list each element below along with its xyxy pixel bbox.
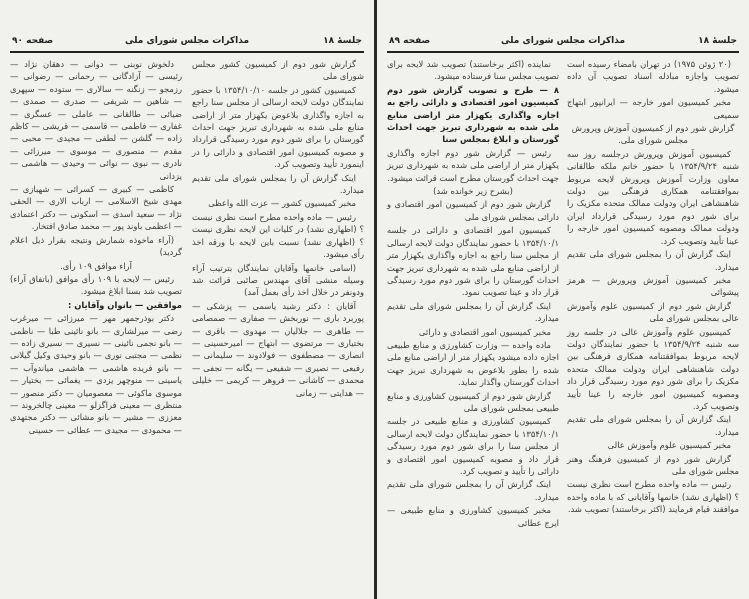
header-rule <box>387 51 739 53</box>
paragraph: گزارش شور دوم از کمیسیون امور اقتصادی و دارائی بمجلس شورای ملی <box>387 199 559 222</box>
page-number: صفحه ۹۰ <box>12 36 54 46</box>
session-label: جلسهٔ ۱۸ <box>698 36 737 46</box>
paragraph: آراء موافق ۱۰۹ رأی. <box>60 260 132 271</box>
right-text-column <box>192 58 364 400</box>
right-page <box>377 0 749 599</box>
paragraph: مخبر کمیسیون آموزش وپرورش — هرمز پیشوائی <box>567 274 739 298</box>
paragraph: مخبر کمیسیون امور خارجه — ایرانپور ابتهاج سمیعی <box>567 97 739 120</box>
paragraph: اینک گزارش آن را بمجلس شورای ملی تقدیم میدارد. <box>567 249 739 272</box>
paragraph: اینک گزارش آن را بمجلس شورای ملی تقدیم میدارد. <box>387 300 559 324</box>
paragraph: نماینده (اکثر برخاستند) تصویب شد لایحه برای تصویب مجلس سنا فرستاده میشود. <box>387 59 559 82</box>
session-label: جلسهٔ ۱۸ <box>323 36 362 46</box>
paragraph: کمیسیون امور اقتصادی و دارائی در جلسه ۱۳۵۴/۱۰/۱ با حضور نمایندگان دولت لایحه ارسالی از مجلس سنا راجع به اجازه واگذاری یکهزار متر از اراضی منابع ملی شده به شهرداری تبریز جهت احداث گورستان را برای شور دوم مورد رسیدگی قرار داد و عینا تصویب نمود. <box>387 225 559 298</box>
paragraph: مخبر کمیسیون علوم وآموزش عالی <box>607 440 731 451</box>
paragraph: کمیسیون آموزش وپرورش درجلسه روز سه شنبه ۱۳۵۴/۹/۲۴ با حضور خانم ملکه طالقانی معاون وزارت آموزش وپرورش لایحه مربوط بموافقتنامه همکاری فرهنگی بین دولت شاهنشاهی ایران ودولت ممالک متحده مکزیک را برای شور دوم مورد رسیدگی قرارداد ایران ودولت ممالک ومصوبه کمیسیون امور خارجه را عینا تأیید وتصویب کرد. <box>567 148 739 246</box>
proceedings-title: مذاکرات مجلس شورای ملی <box>500 36 626 46</box>
header-rule <box>10 51 364 53</box>
page-header <box>389 36 737 50</box>
book-binding-divider <box>374 0 377 599</box>
proceedings-title: مذاکرات مجلس شورای ملی <box>124 36 250 46</box>
left-text-column <box>387 58 559 530</box>
paragraph: رئیس — ماده واحده مطرح است نظری نیست ؟ (اظهاری نشد) خانمها وآقایانی که با ماده واحده موافقند قیام فرمایند (اکثر برخاستند) تصویب شد. <box>567 479 739 515</box>
paragraph: اینک گزارش آن را بمجلس شورای ملی تقدیم میدارد. <box>192 172 364 196</box>
paragraph: گزارش شور دوم از کمیسیون کشور مجلس شورای ملی <box>192 59 364 82</box>
paragraph: رئیس — ماده واحده مطرح است نظری نیست ؟ (اظهاری نشد) در کلیات این لایحه نظری نیست ؟ (اظهاری نشد) نسبت باین لایحه با ورقه اخذ رأی میشود. <box>192 211 364 260</box>
left-text-column <box>10 58 182 437</box>
paragraph: ماده واحده — وزارت کشاورزی و منابع طبیعی اجازه داده میشود یکهزار متر از اراضی منابع ملی شده را بطور بلاعوض به شهرداری تبریز جهت احداث گورستان واگذار نماید. <box>387 339 559 388</box>
paragraph: کمیسیون کشور در جلسه ۱۳۵۴/۱۰/۱۰ با حضور نمایندگان دولت لایحه ارسالی از مجلس سنا راجع به اجازه واگذاری بلاعوض یکهزار متر از اراضی منابع ملی شده به شهرداری تبریز جهت احداث گورستان را برای شور دوم مورد رسیدگی قرارداد و مصوبه کمیسیون امور اقتصادی و دارائی را در اینمورد تأیید وتصویب کرد. <box>192 84 364 170</box>
paragraph: (اسامی خانمها وآقایان نمایندگان بترتیب آراء وسیله منشی آقای مهندس صائبی قرائت شد ودونفر در خلال اخذ رأی بعمل آمد) <box>192 262 364 298</box>
left-page <box>0 0 374 599</box>
right-text-column <box>567 58 739 517</box>
page-number: صفحه ۸۹ <box>389 36 431 46</box>
paragraph: مخبر کمیسیون کشور — عزت الله واعظی <box>208 198 356 209</box>
paragraph: مخبر کمیسیون امور اقتصادی و دارائی <box>418 326 551 337</box>
paragraph: اینک گزارش آن را بمجلس شورای ملی تقدیم میدارد. <box>387 479 559 502</box>
paragraph: دلخوش نوبنی — دوانی — دهقان نژاد — رئیسی — آزادگانی — رحمانی — رضوانی — رزمجو — زنگنه — سالاری — ستوده — سپهری — شاهین — شریفی — صدری — صمدی — ضیائی — طالقانی — عاملی — عسگری — غفاری — فاطمی — قاسمی — قریشی — کاظم زاده — گلشن — لطفی — مجیدی — محبی — مقدم — منصوری — موسوی — میرزائی — نادری — نبوی — نوائی — وحیدی — هاشمی — یزدانی <box>10 59 182 181</box>
paragraph: رئیس — گزارش شور دوم اجازه واگذاری یکهزار متر از اراضی ملی شده به شهرداری تبریز جهت احداث گورستان مطرح است قرائت میشود. <box>387 147 559 183</box>
paragraph: اینک گزارش آن را بمجلس شورای ملی تقدیم میدارد. <box>567 414 739 437</box>
paragraph: گزارش شور دوم از کمیسیون فرهنگ وهنر مجلس شورای ملی <box>567 453 739 476</box>
paragraph: گزارش شور دوم از کمیسیون کشاورزی و منابع طبیعی بمجلس شورای ملی <box>387 390 559 413</box>
section-heading: ۸ — طرح و تصویب گزارش شور دوم کمیسیون امور اقتصادی و دارائی راجع به اجازه واگذاری یکهزار متر اراضی منابع ملی شده به شهرداری تبریز جهت احداث گورستان و ابلاغ بمجلس سنا <box>387 84 559 145</box>
paragraph: (آراء ماخوذه شمارش ونتیجه بقرار ذیل اعلام گردید) <box>10 234 182 258</box>
paragraph: دکتر بوذرجمهر مهر — میرزائی — میرغرب رضی — میرلشاری — بانو نائینی طبا — ناظمی — بانو نجمی نائینی — نسیری — نسیری زاده — نظمی — مجتبی نوری — بانو وحیدی وکیل گیلانی — بانو فریده هاشمی — هاشمی میاندوآب — یاسینی — منوچهر یزدی — یغمائی — بختیار — موسوی ماکوئی — معصومیان — دکتر منصور — منتظری — معینی فراگزلو — معینی چالخروند — معززی — مشیر — بانو مشائی — دکتر مجتهدی — محمودی — مجیدی — عطائی — حسینی <box>10 313 182 435</box>
paragraph: آقایان : دکتر رشید یاسمی — پزشکی — پوربرد باری — نوربخش — صفاری — صمصامی — طاهری — جلالیان — مهدوی — باقری — بختیاری — مرتضوی — ابتهاج — امیرحسینی — انصاری — مصطفوی — فولادوند — سلیمانی — رفیعی — نصیری — شفیعی — یگانه — نجفی — محمدی — کاشانی — فروهر — کریمی — خلیلی — هدایتی — زمانی <box>192 300 364 398</box>
section-heading: موافقین — بانوان وآقایان : <box>67 299 182 310</box>
paragraph: (۲۰ ژوئن ۱۹۷۵) در تهران بامضاء رسیده است تصویب واجازه مبادله اسناد تصویب آن داده میشود. <box>567 59 739 94</box>
page-header <box>12 36 362 50</box>
paragraph: رئیس — لایحه با ۱۰۹ رأی موافق (باتفاق آراء) تصویب شد بسنا ابلاغ میشود. <box>10 273 182 297</box>
paragraph: (بشرح زیر خوانده شد) <box>433 186 513 197</box>
paragraph: گزارش شور دوم از کمیسیون آموزش وپرورش مجلس شورای ملی. <box>571 123 735 146</box>
paragraph: کاظمی — کبیری — کسرائی — شهبازی — مهدی شیخ الاسلامی — ارباب الاری — الحقی نژاد — سعید اسدی — اسکونی — دکتر اعتمادی — اعظمی باوند پور — محمد صادق افتخار. <box>10 184 182 232</box>
paragraph: کمیسیون کشاورزی و منابع طبیعی در جلسه ۱۳۵۴/۱۰/۱ با حضور نمایندگان دولت لایحه ارسالی از مجلس سنا را برای شور دوم مورد رسیدگی قرار داد و مصوبه کمیسیون امور اقتصادی و دارائی را تأیید و تصویب کرد. <box>387 416 559 476</box>
paragraph: مخبر کمیسیون کشاورزی و منابع طبیعی — ایرج عطائی <box>387 505 559 528</box>
paragraph: گزارش شور دوم از کمیسیون علوم وآموزش عالی بمجلس شورای ملی <box>567 300 739 324</box>
paragraph: کمیسیون علوم وآموزش عالی در جلسه روز سه شنبه ۱۳۵۴/۹/۲۴ با حضور نمایندگان دولت لایحه مربوط بموافقتنامه همکاری فرهنگی بین دولت شاهنشاهی ایران ودولت ممالک متحده مکزیک را برای شور دوم مورد رسیدگی قرار داد ومصوبه کمیسیون امور خارجه را عینا تأیید وتصویب کرد. <box>567 326 739 411</box>
